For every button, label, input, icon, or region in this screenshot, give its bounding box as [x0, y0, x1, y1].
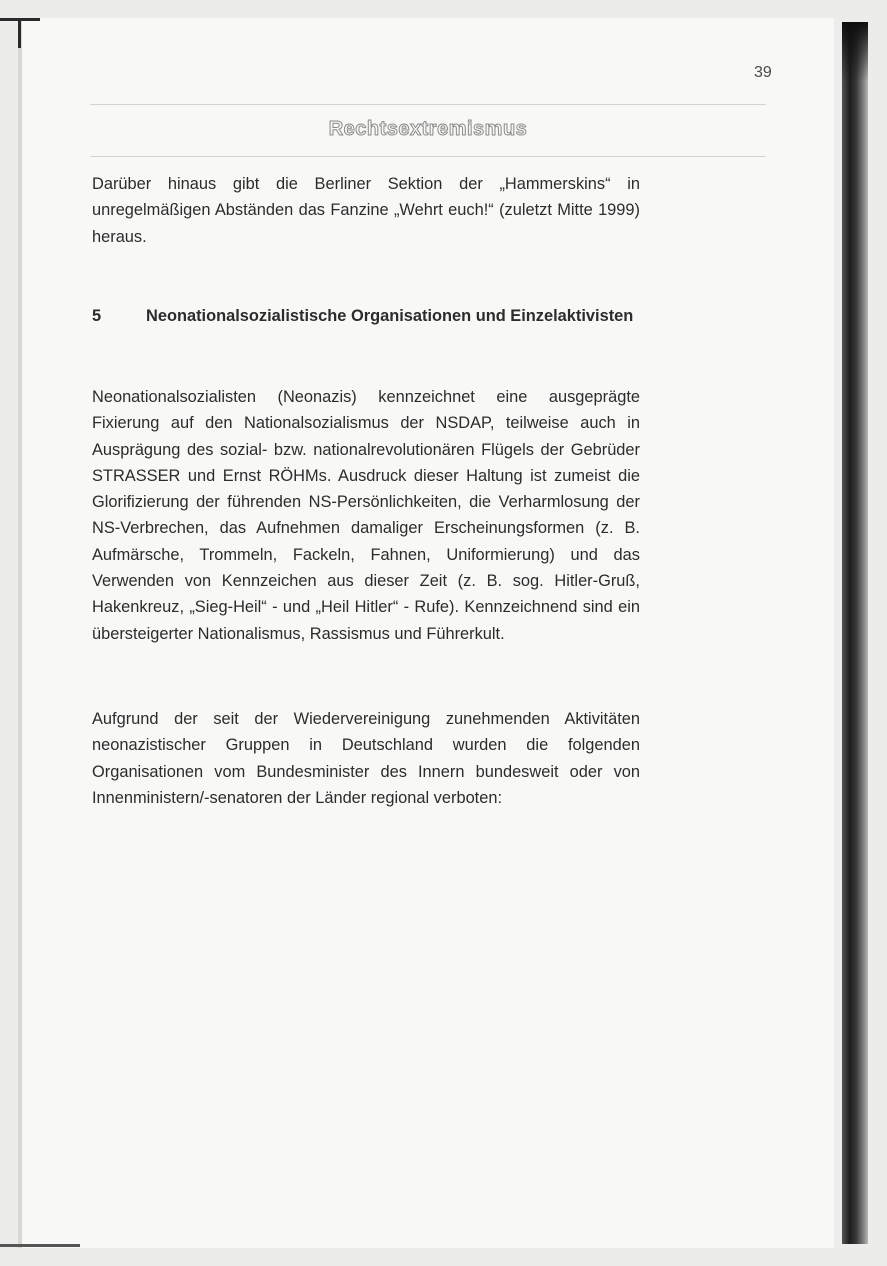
- intro-paragraph: Darüber hinaus gibt die Berliner Sektion der „Hammerskins“ in unregelmäßigen Abständen das Fanzine „Wehrt euch!“ (zuletzt Mitte 1999) heraus.: [92, 175, 640, 246]
- page-number: 39: [754, 64, 772, 81]
- header-rule-bottom: [90, 156, 766, 157]
- crop-mark-bottom-left: [0, 1244, 80, 1247]
- book-spine-top-shadow: [842, 22, 868, 82]
- crop-mark-top-left-vertical: [18, 18, 21, 48]
- book-spine-shadow: [842, 22, 868, 1244]
- running-head: Rechtsextremismus: [328, 118, 528, 140]
- header-rule-top: [90, 104, 766, 105]
- section-title: Neonationalsozialistische Organisationen und Einzelaktivisten: [146, 307, 634, 325]
- followup-paragraph: Aufgrund der seit der Wiedervereinigung zunehmenden Aktivitäten neonazistischer Gruppen in Deutschland wurden die folgenden Organisationen vom Bundesminister des Innern bundesweit oder von Innenministern/-senatoren der Länder regional verboten:: [92, 710, 640, 807]
- section-number: 5: [92, 307, 102, 325]
- page-left-edge: [18, 18, 22, 1248]
- body-paragraph: Neonationalsozialisten (Neonazis) kennzeichnet eine ausgeprägte Fixierung auf den Nationalsozialismus der NSDAP, teilweise auch in Ausprägung des sozial- bzw. nationalrevolutionären Flügels der Gebrüder STRASSER und Ernst RÖHMs. Ausdruck dieser Haltung ist zumeist die Glorifizierung der führenden NS-Persönlichkeiten, die Verharmlosung der NS-Verbrechen, das Aufnehmen damaliger Erscheinungsformen (z. B. Aufmärsche, Trommeln, Fackeln, Fahnen, Uniformierung) und das Verwenden von Kennzeichen aus dieser Zeit (z. B. sog. Hitler-Gruß, Hakenkreuz, „Sieg-Heil“ - und „Heil Hitler“ - Rufe). Kennzeichnend sind ein übersteigerter Nationalismus, Rassismus und Führerkult.: [92, 388, 640, 643]
